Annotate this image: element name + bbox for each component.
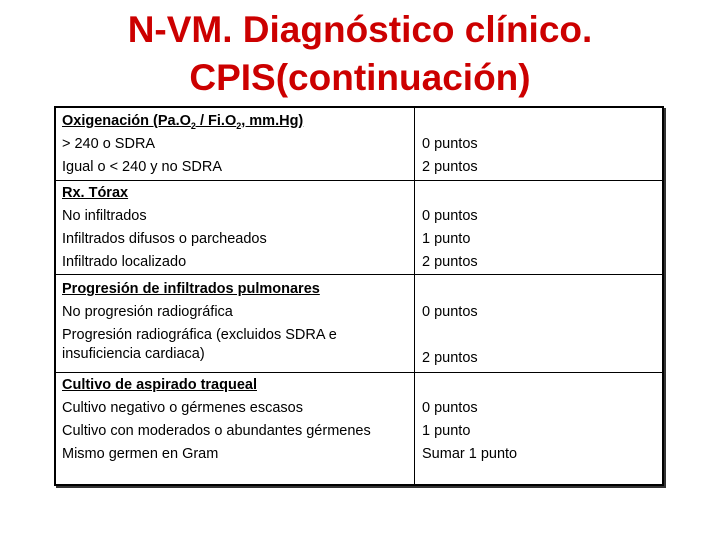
criteria-cell	[62, 374, 371, 466]
criteria-item: Infiltrado localizado	[62, 254, 187, 270]
criteria-item: Infiltrados difusos o parcheados	[62, 231, 267, 247]
score-value: 1 punto	[422, 231, 471, 247]
score-value: 0 puntos	[422, 208, 478, 224]
score-value: 0 puntos	[422, 304, 478, 320]
score-value: 2 puntos	[422, 350, 478, 366]
section-header-progresion: Progresión de infiltrados pulmonares	[62, 281, 320, 297]
column-divider	[414, 373, 415, 486]
column-divider	[414, 181, 415, 274]
score-value: 0 puntos	[422, 400, 478, 416]
column-divider	[414, 108, 415, 180]
criteria-cell	[62, 182, 267, 274]
criteria-item: No progresión radiográfica	[62, 304, 233, 320]
criteria-item: > 240 o SDRA	[62, 136, 156, 152]
table-row-progresion	[56, 275, 662, 373]
criteria-item: Igual o < 240 y no SDRA	[62, 159, 223, 175]
criteria-item: No infiltrados	[62, 208, 147, 224]
criteria-item: Mismo germen en Gram	[62, 446, 219, 462]
criteria-item: Cultivo con moderados o abundantes gérmenes	[62, 423, 371, 439]
section-header-rx-torax: Rx. Tórax	[62, 185, 129, 201]
score-cell	[422, 133, 478, 179]
slide-title	[0, 6, 720, 102]
table-row-rx-torax	[56, 181, 662, 275]
criteria-item: Progresión radiográfica (excluidos SDRA e	[62, 327, 337, 343]
score-value: 2 puntos	[422, 254, 478, 270]
criteria-item: Cultivo negativo o gérmenes escasos	[62, 400, 303, 416]
table-row-oxigenacion	[56, 108, 662, 181]
score-cell	[422, 205, 478, 274]
score-cell	[422, 301, 478, 370]
score-value: Sumar 1 punto	[422, 446, 518, 462]
criteria-item-continued: insuficiencia cardiaca)	[62, 346, 205, 362]
cpis-table	[54, 106, 664, 486]
criteria-cell	[62, 278, 337, 364]
section-header-cultivo: Cultivo de aspirado traqueal	[62, 377, 257, 393]
table-row-cultivo	[56, 373, 662, 486]
score-value: 1 punto	[422, 423, 471, 439]
score-value: 0 puntos	[422, 136, 478, 152]
score-value: 2 puntos	[422, 159, 478, 175]
criteria-cell	[62, 110, 303, 179]
title-line-2: CPIS(continuación)	[189, 57, 531, 98]
column-divider	[414, 275, 415, 372]
section-header-oxigenacion: Oxigenación ($Pa.O_2 / Fi.O_2$, mm.Hg)	[62, 113, 304, 131]
title-line-1: N-VM. Diagnóstico clínico.	[127, 9, 593, 50]
score-cell	[422, 397, 517, 466]
